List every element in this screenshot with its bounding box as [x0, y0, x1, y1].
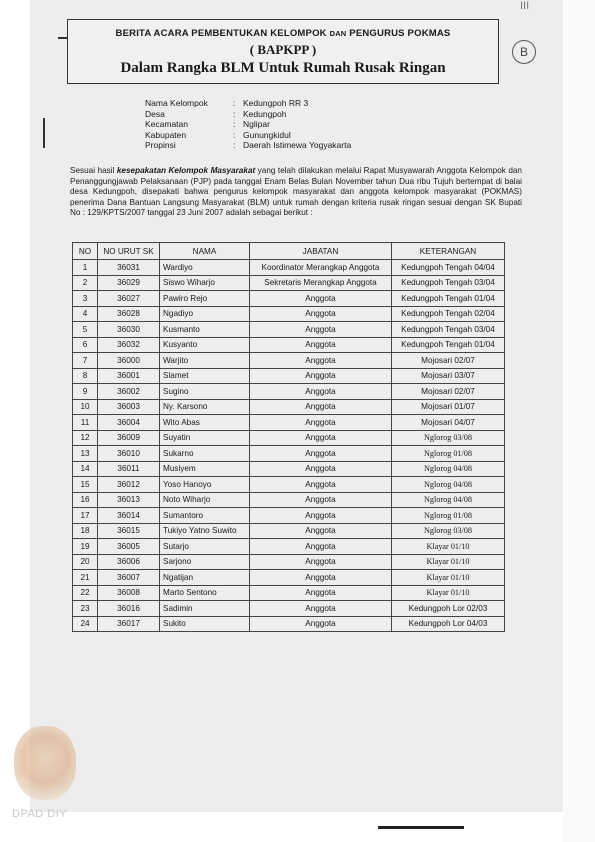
cell-keterangan: Nglorog 04/08 — [392, 477, 505, 493]
cell-name: Sadimin — [160, 601, 250, 617]
cell-no: 23 — [73, 601, 98, 617]
cell-jabatan: Anggota — [250, 430, 392, 446]
cell-no: 1 — [73, 260, 98, 276]
table-row — [73, 306, 505, 322]
bottom-rule — [378, 826, 464, 829]
page-margin — [563, 0, 595, 842]
para-rest: yang telah dilakukan melalui Rapat Musyawarah Anggota Kelompok dan Penanggungjawab Pelaksanaan (PJP) pada tanggal Enam Belas Bulan November tahun Dua ribu Tujuh bertempat di balai desa Kedungpoh, disepakati bahwa pengurus kelompok masyarakat dan anggota kelompok masyarakat (POKMAS) penerima Dana Bantuan Langsung Masyarakat (BLM) untuk rumah dengan kriteria rusak ringan sesuai dengan SK Bupati No : 129/KPTS/2007 tanggal 23 Juni 2007 adalah sebagai berikut : — [70, 166, 522, 218]
cell-name: Ny. Karsono — [160, 399, 250, 415]
table-row — [73, 353, 505, 369]
cell-name: Wito Abas — [160, 415, 250, 431]
cell-jabatan: Anggota — [250, 399, 392, 415]
cell-keterangan: Nglorog 03/08 — [392, 523, 505, 539]
cell-sk: 36008 — [98, 585, 160, 601]
group-info — [145, 98, 351, 151]
cell-jabatan: Anggota — [250, 616, 392, 632]
cell-no: 21 — [73, 570, 98, 586]
header-no: NO — [73, 243, 98, 260]
table-row — [73, 415, 505, 431]
cell-sk: 36003 — [98, 399, 160, 415]
cell-sk: 36006 — [98, 554, 160, 570]
cell-sk: 36017 — [98, 616, 160, 632]
cell-jabatan: Anggota — [250, 492, 392, 508]
cell-jabatan: Anggota — [250, 585, 392, 601]
cell-jabatan: Anggota — [250, 353, 392, 369]
cell-jabatan: Anggota — [250, 523, 392, 539]
table-body — [73, 260, 505, 632]
para-start: Sesuai hasil — [70, 166, 117, 175]
cell-no: 5 — [73, 322, 98, 338]
circled-annotation: B — [512, 40, 536, 64]
cell-keterangan: Mojosari 01/07 — [392, 399, 505, 415]
info-label: Nama Kelompok — [145, 98, 208, 108]
cell-jabatan: Anggota — [250, 461, 392, 477]
watermark-text: DPAD DIY — [12, 808, 68, 820]
cell-keterangan: Nglorog 03/08 — [392, 430, 505, 446]
cell-jabatan: Koordinator Merangkap Anggota — [250, 260, 392, 276]
cell-jabatan: Anggota — [250, 554, 392, 570]
table-row — [73, 616, 505, 632]
cell-keterangan: Nglorog 01/08 — [392, 508, 505, 524]
cell-jabatan: Anggota — [250, 601, 392, 617]
cell-sk: 36009 — [98, 430, 160, 446]
cell-name: Marto Sentono — [160, 585, 250, 601]
cell-sk: 36004 — [98, 415, 160, 431]
cell-keterangan: Klayar 01/10 — [392, 570, 505, 586]
cell-name: Sarjono — [160, 554, 250, 570]
cell-sk: 36030 — [98, 322, 160, 338]
table-row — [73, 275, 505, 291]
cell-jabatan: Anggota — [250, 368, 392, 384]
document-subtitle: Dalam Rangka BLM Untuk Rumah Rusak Ringan — [120, 60, 446, 76]
cell-jabatan: Anggota — [250, 384, 392, 400]
cell-sk: 36015 — [98, 523, 160, 539]
cell-name: Sukarno — [160, 446, 250, 462]
cell-no: 3 — [73, 291, 98, 307]
info-row: Desa : Kedungpoh — [145, 108, 287, 119]
cell-name: Kusmanto — [160, 322, 250, 338]
table-row — [73, 368, 505, 384]
cell-name: Yoso Hanoyo — [160, 477, 250, 493]
table-row — [73, 585, 505, 601]
cell-no: 10 — [73, 399, 98, 415]
table-row — [73, 508, 505, 524]
cell-sk: 36027 — [98, 291, 160, 307]
cell-name: Ngadiyo — [160, 306, 250, 322]
cell-jabatan: Anggota — [250, 446, 392, 462]
cell-no: 17 — [73, 508, 98, 524]
info-label: Kecamatan — [145, 119, 188, 130]
cell-sk: 36000 — [98, 353, 160, 369]
title-box — [67, 19, 499, 84]
cell-sk: 36001 — [98, 368, 160, 384]
info-value: Kedungpoh RR 3 — [243, 98, 309, 108]
cell-keterangan: Mojosari 03/07 — [392, 368, 505, 384]
cell-keterangan: Mojosari 02/07 — [392, 384, 505, 400]
cell-keterangan: Kedungpoh Tengah 01/04 — [392, 291, 505, 307]
cell-sk: 36011 — [98, 461, 160, 477]
table-row — [73, 399, 505, 415]
members-table — [72, 242, 505, 632]
cell-name: Siswo Wiharjo — [160, 275, 250, 291]
table-row — [73, 570, 505, 586]
cell-name: Suyatin — [160, 430, 250, 446]
cell-name: Musiyem — [160, 461, 250, 477]
cell-sk: 36010 — [98, 446, 160, 462]
title1-end: PENGURUS POKMAS — [349, 28, 451, 39]
info-row: Kabupaten : Gunungkidul — [145, 129, 291, 140]
cell-name: Sugino — [160, 384, 250, 400]
cell-keterangan: Mojosari 02/07 — [392, 353, 505, 369]
cell-keterangan: Mojosari 04/07 — [392, 415, 505, 431]
cell-sk: 36016 — [98, 601, 160, 617]
cell-name: Slamet — [160, 368, 250, 384]
cell-no: 11 — [73, 415, 98, 431]
cell-no: 16 — [73, 492, 98, 508]
info-label: Kabupaten — [145, 129, 187, 140]
cell-name: Warjito — [160, 353, 250, 369]
info-value: Kedungpoh — [243, 108, 287, 119]
info-value: Daerah Istimewa Yogyakarta — [243, 140, 352, 151]
cell-keterangan: Klayar 01/10 — [392, 585, 505, 601]
cell-keterangan: Nglorog 01/08 — [392, 446, 505, 462]
info-row: Kecamatan : Nglipar — [145, 119, 270, 130]
cell-sk: 36032 — [98, 337, 160, 353]
info-value: Gunungkidul — [243, 129, 291, 140]
cell-name: Wardiyo — [160, 260, 250, 276]
cell-keterangan: Kedungpoh Tengah 03/04 — [392, 275, 505, 291]
cell-sk: 36013 — [98, 492, 160, 508]
intro-paragraph — [70, 166, 522, 219]
header-sk: NO URUT SK — [98, 243, 160, 260]
cell-no: 12 — [73, 430, 98, 446]
table-header-row — [73, 243, 505, 260]
cell-jabatan: Anggota — [250, 291, 392, 307]
cell-no: 4 — [73, 306, 98, 322]
cell-keterangan: Kedungpoh Lor 04/03 — [392, 616, 505, 632]
seal-watermark — [14, 726, 76, 800]
cell-name: Kusyanto — [160, 337, 250, 353]
table-row — [73, 446, 505, 462]
cell-sk: 36029 — [98, 275, 160, 291]
table-row — [73, 601, 505, 617]
cell-sk: 36012 — [98, 477, 160, 493]
table-row — [73, 523, 505, 539]
cell-name: Noto Wiharjo — [160, 492, 250, 508]
cell-sk: 36002 — [98, 384, 160, 400]
info-label: Propinsi — [145, 140, 176, 151]
cell-no: 20 — [73, 554, 98, 570]
cell-jabatan: Anggota — [250, 322, 392, 338]
cell-no: 7 — [73, 353, 98, 369]
cell-sk: 36031 — [98, 260, 160, 276]
header-name: NAMA — [160, 243, 250, 260]
cell-sk: 36014 — [98, 508, 160, 524]
cell-jabatan: Anggota — [250, 337, 392, 353]
cell-sk: 36005 — [98, 539, 160, 555]
corner-annotation: III — [520, 0, 530, 12]
info-value: Nglipar — [243, 119, 270, 130]
cell-keterangan: Klayar 01/10 — [392, 539, 505, 555]
cell-no: 14 — [73, 461, 98, 477]
cell-jabatan: Anggota — [250, 570, 392, 586]
info-row: Propinsi : Daerah Istimewa Yogyakarta — [145, 140, 352, 151]
cell-name: Tukiyo Yatno Suwito — [160, 523, 250, 539]
cell-name: Ngatijan — [160, 570, 250, 586]
table-row — [73, 430, 505, 446]
header-jabatan: JABATAN — [250, 243, 392, 260]
cell-no: 24 — [73, 616, 98, 632]
cell-name: Sutarjo — [160, 539, 250, 555]
cell-no: 13 — [73, 446, 98, 462]
table-row — [73, 554, 505, 570]
table-row — [73, 260, 505, 276]
table-row — [73, 539, 505, 555]
cell-no: 8 — [73, 368, 98, 384]
para-emphasis: kesepakatan Kelompok Masyarakat — [116, 166, 256, 175]
cell-no: 22 — [73, 585, 98, 601]
cell-jabatan: Anggota — [250, 477, 392, 493]
table-row — [73, 461, 505, 477]
cell-keterangan: Kedungpoh Lor 02/03 — [392, 601, 505, 617]
info-label: Desa — [145, 108, 165, 119]
cell-no: 15 — [73, 477, 98, 493]
cell-keterangan: Klayar 01/10 — [392, 554, 505, 570]
cell-name: Pawiro Rejo — [160, 291, 250, 307]
cell-jabatan: Anggota — [250, 508, 392, 524]
table-row — [73, 337, 505, 353]
cell-jabatan: Anggota — [250, 306, 392, 322]
cell-keterangan: Kedungpoh Tengah 02/04 — [392, 306, 505, 322]
cell-name: Sumantoro — [160, 508, 250, 524]
title1-main: BERITA ACARA PEMBENTUKAN KELOMPOK — [115, 28, 327, 39]
cell-no: 9 — [73, 384, 98, 400]
table-row — [73, 492, 505, 508]
cell-keterangan: Kedungpoh Tengah 03/04 — [392, 322, 505, 338]
cell-keterangan: Kedungpoh Tengah 01/04 — [392, 337, 505, 353]
header-keterangan: KETERANGAN — [392, 243, 505, 260]
table-row — [73, 477, 505, 493]
cell-keterangan: Nglorog 04/08 — [392, 492, 505, 508]
title1-small: DAN — [329, 29, 347, 38]
cell-jabatan: Anggota — [250, 415, 392, 431]
cell-keterangan: Nglorog 04/08 — [392, 461, 505, 477]
cell-keterangan: Kedungpoh Tengah 04/04 — [392, 260, 505, 276]
document-title-abbrev: ( BAPKPP ) — [249, 42, 317, 57]
cell-no: 2 — [73, 275, 98, 291]
cell-no: 18 — [73, 523, 98, 539]
cell-sk: 36028 — [98, 306, 160, 322]
cell-jabatan: Anggota — [250, 539, 392, 555]
cell-no: 19 — [73, 539, 98, 555]
cell-sk: 36007 — [98, 570, 160, 586]
pen-mark-left — [43, 118, 45, 148]
cell-jabatan: Sekretaris Merangkap Anggota — [250, 275, 392, 291]
info-row: Nama Kelompok : Kedungpoh RR 3 — [145, 98, 309, 108]
cell-no: 6 — [73, 337, 98, 353]
cell-name: Sukito — [160, 616, 250, 632]
table-row — [73, 322, 505, 338]
table-row — [73, 291, 505, 307]
document-title-line1 — [68, 28, 498, 39]
table-row — [73, 384, 505, 400]
